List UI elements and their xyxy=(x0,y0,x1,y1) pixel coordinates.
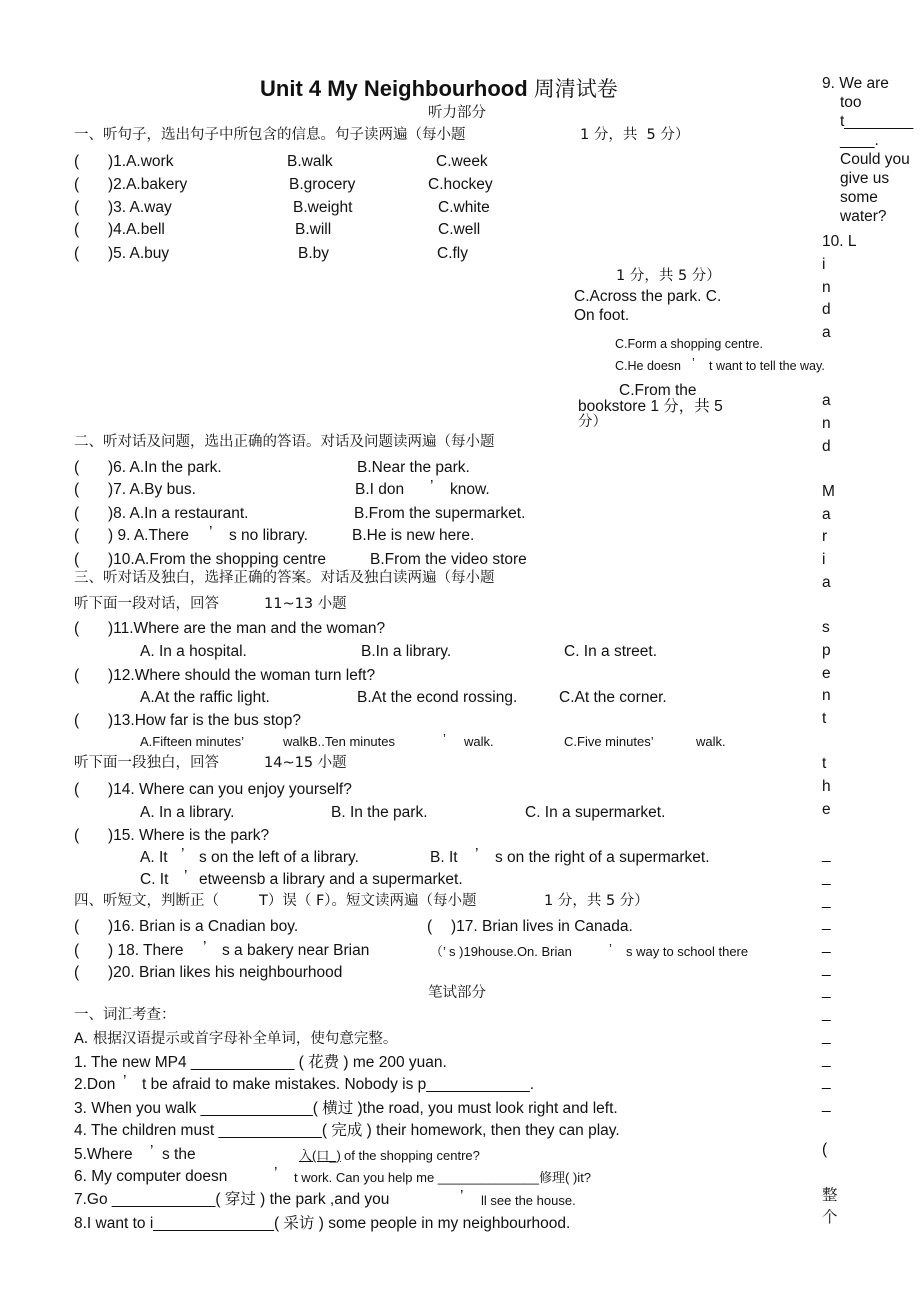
sentence-2-a: 2.Don xyxy=(74,1076,116,1093)
q11-option-b: B.In a library. xyxy=(361,643,452,660)
q4-option-c: C.well xyxy=(438,221,481,238)
q16: )16. Brian is a Cnadian boy. xyxy=(108,918,299,935)
q5-option-b: B.by xyxy=(298,245,330,262)
q8: )8. A.In a restaurant. xyxy=(108,505,249,522)
q11: )11.Where are the man and the woman? xyxy=(108,620,386,637)
side-letter: _ xyxy=(822,937,831,954)
side-q9-e: Could you xyxy=(840,151,910,168)
sentence-5-b: s the xyxy=(162,1146,196,1163)
side-q9-d: ____. xyxy=(840,132,879,149)
q6-option-b: B.Near the park. xyxy=(357,459,470,476)
q15-option-a2: s on the left of a library. xyxy=(199,849,359,866)
q19-apostrophe: ’ xyxy=(609,941,612,956)
q9-apostrophe: ’ xyxy=(209,524,213,541)
q12-paren: ( xyxy=(74,667,80,684)
q19-a: （’ s )19house.On. Brian xyxy=(430,944,572,959)
q12: )12.Where should the woman turn left? xyxy=(108,667,376,684)
q12-option-b: B.At the econd rossing. xyxy=(357,689,518,706)
q16-paren: ( xyxy=(74,918,80,935)
q18-b: s a bakery near Brian xyxy=(222,942,370,959)
q13-walk-c: walk. xyxy=(696,734,726,749)
side-letter: _ xyxy=(822,959,831,977)
q11-option-c: C. In a street. xyxy=(564,643,658,660)
side-letter: _ xyxy=(822,846,831,864)
side-letter: r xyxy=(822,528,828,546)
q3-option-b: B.weight xyxy=(293,199,353,216)
side-letter: 个 xyxy=(822,1209,838,1227)
q4: )4.A.bell xyxy=(108,221,165,238)
q3-option-c: C.white xyxy=(438,199,490,216)
written-header: 笔试部分 xyxy=(428,985,486,1001)
q15-apostrophe-b: ’ xyxy=(475,846,479,863)
q12-option-a: A.At the raffic light. xyxy=(140,689,270,706)
side-letter: n xyxy=(822,414,831,432)
sentence-7-c: ll see the house. xyxy=(481,1193,576,1208)
sentence-5-d: of the shopping centre? xyxy=(344,1148,480,1163)
q7-apostrophe: ’ xyxy=(430,478,434,495)
section4-score: 1 分，共 5 分） xyxy=(544,893,649,909)
q13-walk: walk. xyxy=(464,734,494,749)
vocab-instruction: A. 根据汉语提示或首字母补全单词，使句意完整。 xyxy=(74,1031,398,1047)
q15-option-c2: etweensb a library and a supermarket. xyxy=(199,871,463,888)
sentence-1: 1. The new MP4 ____________ ( 花费 ) me 200 yuan. xyxy=(74,1054,447,1071)
side-letter: e xyxy=(822,800,831,818)
q20: )20. Brian likes his neighbourhood xyxy=(108,964,343,981)
sentence-2-b: t be afraid to make mistakes. Nobody is p____________. xyxy=(142,1076,535,1093)
q1-paren: ( xyxy=(74,153,80,170)
q9: ) 9. A.There xyxy=(108,527,189,544)
q11-option-a: A. In a hospital. xyxy=(140,643,247,660)
q15-option-b2: s on the right of a supermarket. xyxy=(495,849,710,866)
q7-option-b: B.I don xyxy=(355,481,405,498)
q15-option-a: A. It xyxy=(140,849,168,866)
side-letter: d xyxy=(822,301,831,319)
q20-paren: ( xyxy=(74,964,80,981)
q1: )1.A.work xyxy=(108,153,174,170)
side-letter: h xyxy=(822,778,831,796)
side-q9-g: some xyxy=(840,189,878,206)
sentence-4: 4. The children must ____________( 完成 ) their homework, then they can play. xyxy=(74,1122,620,1139)
side-letter: p xyxy=(822,641,831,659)
section3-heading: 三、听对话及独白，选择正确的答案。对话及独白读两遍（每小题 xyxy=(74,570,495,586)
side-q9-f: give us xyxy=(840,170,890,187)
side-letter: M xyxy=(822,483,835,500)
side-letter: n xyxy=(822,687,831,705)
q10-paren: ( xyxy=(74,551,80,568)
side-letter: _ xyxy=(822,914,831,932)
q15-apostrophe-c: ’ xyxy=(184,868,188,885)
sentence-8: 8.I want to i______________( 采访 ) some people in my neighbourhood. xyxy=(74,1215,571,1232)
q8-paren: ( xyxy=(74,505,80,522)
q2-paren: ( xyxy=(74,176,80,193)
q18-apostrophe: ’ xyxy=(203,939,207,956)
q10-option-b: B.From the video store xyxy=(370,551,527,568)
side-q9-b: too xyxy=(840,94,862,111)
stray-bookstore: bookstore 1 分，共 5 xyxy=(578,398,723,415)
side-q9-a: 9. We are xyxy=(822,75,889,92)
stray-doesnt-apostrophe: ’ xyxy=(692,356,695,370)
section1-score: 1 分，共 5 分） xyxy=(580,127,690,143)
q14: )14. Where can you enjoy yourself? xyxy=(108,781,352,798)
side-letter: _ xyxy=(822,891,831,909)
stray-across-2: On foot. xyxy=(574,307,630,324)
side-letter: _ xyxy=(822,1050,831,1068)
side-letter: a xyxy=(822,392,831,410)
q4-option-b: B.will xyxy=(295,221,332,238)
side-letter: _ xyxy=(822,1027,831,1045)
q14-paren: ( xyxy=(74,781,80,798)
q7-paren: ( xyxy=(74,481,80,498)
q7-option-b2: know. xyxy=(450,481,490,498)
side-letter: t xyxy=(822,710,827,727)
q5-option-c: C.fly xyxy=(437,245,468,262)
q3-paren: ( xyxy=(74,199,80,216)
q7: )7. A.By bus. xyxy=(108,481,196,498)
side-letter: 整 xyxy=(822,1186,838,1204)
q8-option-b: B.From the supermarket. xyxy=(354,505,526,522)
section3-sub2-range: 14~15 小题 xyxy=(264,755,347,771)
side-letter: _ xyxy=(822,1073,831,1091)
q15-paren: ( xyxy=(74,827,80,844)
q17-paren: ( xyxy=(427,918,433,935)
q9-a2: s no library. xyxy=(229,527,308,544)
q14-option-c: C. In a supermarket. xyxy=(525,804,666,821)
side-letter: a xyxy=(822,505,831,523)
q2: )2.A.bakery xyxy=(108,176,188,193)
side-letter: n xyxy=(822,278,831,296)
side-letter: i xyxy=(822,256,826,273)
q19-b: s way to school there xyxy=(626,944,749,959)
q2-option-c: C.hockey xyxy=(428,176,493,193)
side-q9-h: water? xyxy=(840,208,887,225)
q1-option-b: B.walk xyxy=(287,153,333,170)
stray-doesnt-b: t want to tell the way. xyxy=(709,359,825,373)
sentence-6-b: t work. Can you help me ______________修理( )it? xyxy=(294,1170,592,1185)
vocab-heading: 一、词汇考查： xyxy=(74,1007,176,1023)
q6: )6. A.In the park. xyxy=(108,459,222,476)
q15: )15. Where is the park? xyxy=(108,827,270,844)
q13: )13.How far is the bus stop? xyxy=(108,712,301,729)
q17: )17. Brian lives in Canada. xyxy=(451,918,633,935)
stray-from: C.From the xyxy=(619,382,697,399)
stray-paren: 分） xyxy=(578,414,607,430)
side-letter: _ xyxy=(822,982,831,1000)
listening-header: 听力部分 xyxy=(428,105,486,121)
q15-apostrophe-a: ’ xyxy=(181,846,185,863)
q13-paren: ( xyxy=(74,712,80,729)
section4-heading-b: T）误（ F）。短文读两遍（每小题 xyxy=(259,893,477,909)
stray-doesnt-a: C.He doesn xyxy=(615,359,682,373)
q13-option-a: A.Fifteen minutes’ xyxy=(140,734,245,749)
side-letter: _ xyxy=(822,868,831,886)
side-q10: 10. L xyxy=(822,233,857,250)
side-letter: e xyxy=(822,664,831,682)
q4-paren: ( xyxy=(74,221,80,238)
side-letter: _ xyxy=(822,1095,831,1113)
q9-option-b: B.He is new here. xyxy=(352,527,475,544)
q2-option-b: B.grocery xyxy=(289,176,356,193)
sentence-5-a: 5.Where xyxy=(74,1146,133,1163)
side-letter: ( xyxy=(822,1141,828,1159)
sentence-3: 3. When you walk _____________( 横过 )the road, you must look right and left. xyxy=(74,1100,618,1117)
section3-sub1-range: 11~13 小题 xyxy=(264,596,347,612)
side-letter: t xyxy=(822,755,827,773)
side-q9-c: t________ xyxy=(840,113,914,130)
sentence-6-a: 6. My computer doesn xyxy=(74,1168,228,1185)
q13-option-b: walkB..Ten minutes xyxy=(283,734,395,749)
sentence-7-a: 7.Go ____________( 穿过 ) the park ,and you xyxy=(74,1191,390,1208)
q15-option-b: B. It xyxy=(430,849,458,866)
q5-paren: ( xyxy=(74,245,80,262)
stray-across-1: C.Across the park. C. xyxy=(574,288,722,305)
section4-heading: 四、听短文，判断正（ xyxy=(74,893,219,909)
side-letter: i xyxy=(822,551,826,569)
section1-heading: 一、听句子，选出句子中所包含的信息。句子读两遍（每小题 xyxy=(74,127,466,143)
sentence-5-apostrophe: ’ xyxy=(150,1143,154,1160)
side-letter: a xyxy=(822,573,831,591)
q6-paren: ( xyxy=(74,459,80,476)
sentence-7-apostrophe: ’ xyxy=(460,1188,464,1205)
side-letter: d xyxy=(822,437,831,455)
page-title: Unit 4 My Neighbourhood 周清试卷 xyxy=(260,76,618,101)
section3-sub2: 听下面一段独白，回答 xyxy=(74,755,219,771)
q13-apostrophe: ’ xyxy=(443,731,446,746)
q9-paren: ( xyxy=(74,527,80,544)
sentence-5-c: 入(口_) xyxy=(299,1148,341,1163)
sentence-6-apostrophe: ’ xyxy=(274,1165,278,1182)
q1-option-c: C.week xyxy=(436,153,488,170)
q15-option-c: C. It xyxy=(140,871,169,888)
q5: )5. A.buy xyxy=(108,245,170,262)
stray-form: C.Form a shopping centre. xyxy=(615,337,763,351)
q12-option-c: C.At the corner. xyxy=(559,689,667,706)
side-letter: _ xyxy=(822,1005,831,1023)
section3-sub1: 听下面一段对话，回答 xyxy=(74,596,219,612)
q18: ) 18. There xyxy=(108,942,184,959)
q11-paren: ( xyxy=(74,620,80,637)
q10: )10.A.From the shopping centre xyxy=(108,551,326,568)
stray-score: 1 分，共 5 分） xyxy=(616,268,721,284)
side-letter: a xyxy=(822,324,831,342)
q14-option-b: B. In the park. xyxy=(331,804,428,821)
sentence-2-apostrophe: ’ xyxy=(123,1073,127,1090)
side-letter: s xyxy=(822,619,830,637)
q3: )3. A.way xyxy=(108,199,172,216)
q14-option-a: A. In a library. xyxy=(140,804,235,821)
section2-heading: 二、听对话及问题，选出正确的答语。对话及问题读两遍（每小题 xyxy=(74,434,495,450)
q18-paren: ( xyxy=(74,942,80,959)
q13-option-c: C.Five minutes’ xyxy=(564,734,654,749)
